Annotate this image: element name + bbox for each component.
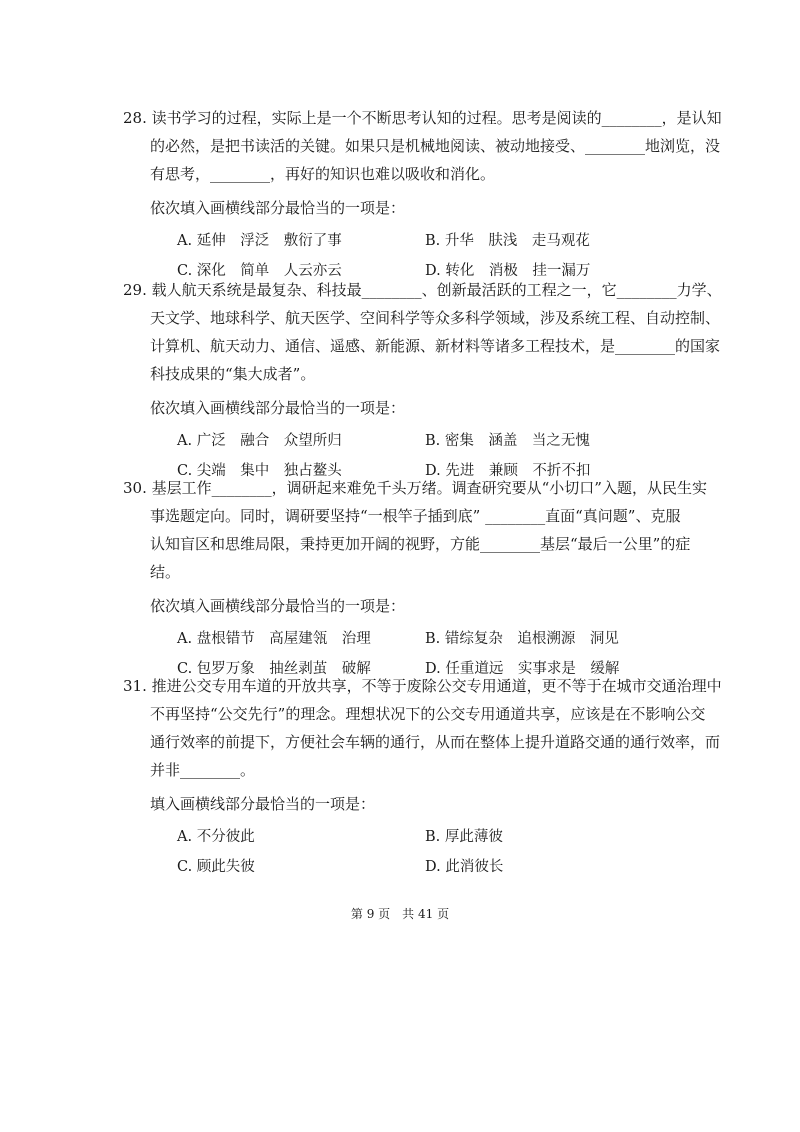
option-b: B. 厚此薄彼 — [425, 829, 503, 845]
option-c: C. 尖端 集中 独占鳌头 — [177, 463, 342, 479]
option-d: D. 先进 兼顾 不折不扣 — [425, 463, 591, 479]
question-stem — [123, 474, 707, 586]
stem-line: 的必然，是把书读活的关键。如果只是机械地阅读、被动地接受、________地浏览，没 — [150, 137, 721, 155]
option-a: A. 广泛 融合 众望所归 — [177, 433, 342, 449]
stem-line: 30. 基层工作________，调研起来难免千头万绪。调查研究要从“小切口”入题，从民生实 — [123, 479, 707, 497]
question-instruction: 依次填入画横线部分最恰当的一项是： — [150, 199, 406, 217]
page-footer: 第 9 页 共 41 页 — [350, 907, 450, 921]
option-a: A. 不分彼此 — [177, 829, 255, 845]
option-b: B. 升华 肤浅 走马观花 — [425, 233, 590, 249]
question-stem — [123, 276, 722, 388]
question-31 — [123, 672, 722, 882]
stem-line: 通行效率的前提下，方便社会车辆的通行，从而在整体上提升道路交通的通行效率，而 — [150, 733, 721, 751]
stem-line: 29. 载人航天系统是最复杂、科技最________、创新最活跃的工程之一，它________力学、 — [123, 281, 722, 299]
stem-line: 有思考，________，再好的知识也难以吸收和消化。 — [150, 165, 496, 183]
question-stem — [123, 104, 722, 188]
option-c: C. 深化 简单 人云亦云 — [177, 263, 342, 279]
stem-line: 并非________。 — [150, 761, 256, 779]
question-instruction: 依次填入画横线部分最恰当的一项是： — [150, 597, 406, 615]
question-instruction: 依次填入画横线部分最恰当的一项是： — [150, 399, 406, 417]
option-c: C. 包罗万象 抽丝剥茧 破解 — [177, 661, 371, 677]
option-d: D. 转化 消极 挂一漏万 — [425, 263, 591, 279]
option-d: D. 此消彼长 — [425, 859, 504, 875]
option-c: C. 顾此失彼 — [177, 859, 255, 875]
option-a: A. 盘根错节 高屋建瓴 治理 — [177, 631, 371, 647]
option-a: A. 延伸 浮泛 敷衍了事 — [177, 233, 342, 249]
stem-line: 天文学、地球科学、航天医学、空间科学等众多科学领域，涉及系统工程、自动控制、 — [150, 309, 721, 327]
option-b: B. 密集 涵盖 当之无愧 — [425, 433, 590, 449]
stem-line: 不再坚持“公交先行”的理念。理想状况下的公交专用通道共享，应该是在不影响公交 — [150, 705, 706, 723]
option-d: D. 任重道远 实事求是 缓解 — [425, 661, 620, 677]
stem-line: 28. 读书学习的过程，实际上是一个不断思考认知的过程。思考是阅读的________，是认知 — [123, 109, 722, 127]
question-instruction: 填入画横线部分最恰当的一项是： — [150, 795, 376, 813]
option-b: B. 错综复杂 追根溯源 洞见 — [425, 631, 619, 647]
stem-line: 31. 推进公交专用车道的开放共享，不等于废除公交专用通道，更不等于在城市交通治理中 — [123, 677, 722, 695]
stem-line: 结。 — [150, 563, 181, 581]
options — [123, 822, 693, 882]
stem-line: 计算机、航天动力、通信、遥感、新能源、新材料等诸多工程技术，是________的国家 — [150, 337, 721, 355]
question-29 — [123, 276, 722, 486]
question-30 — [123, 474, 707, 684]
question-28 — [123, 104, 722, 286]
stem-line: 科技成果的“集大成者”。 — [150, 365, 316, 383]
stem-line: 认知盲区和思维局限，秉持更加开阔的视野，方能________基层“最后一公里”的症 — [150, 535, 691, 553]
stem-line: 事选题定向。同时，调研要坚持“一根竿子插到底” ________直面“真问题”、克服 — [150, 507, 681, 525]
question-stem — [123, 672, 722, 784]
